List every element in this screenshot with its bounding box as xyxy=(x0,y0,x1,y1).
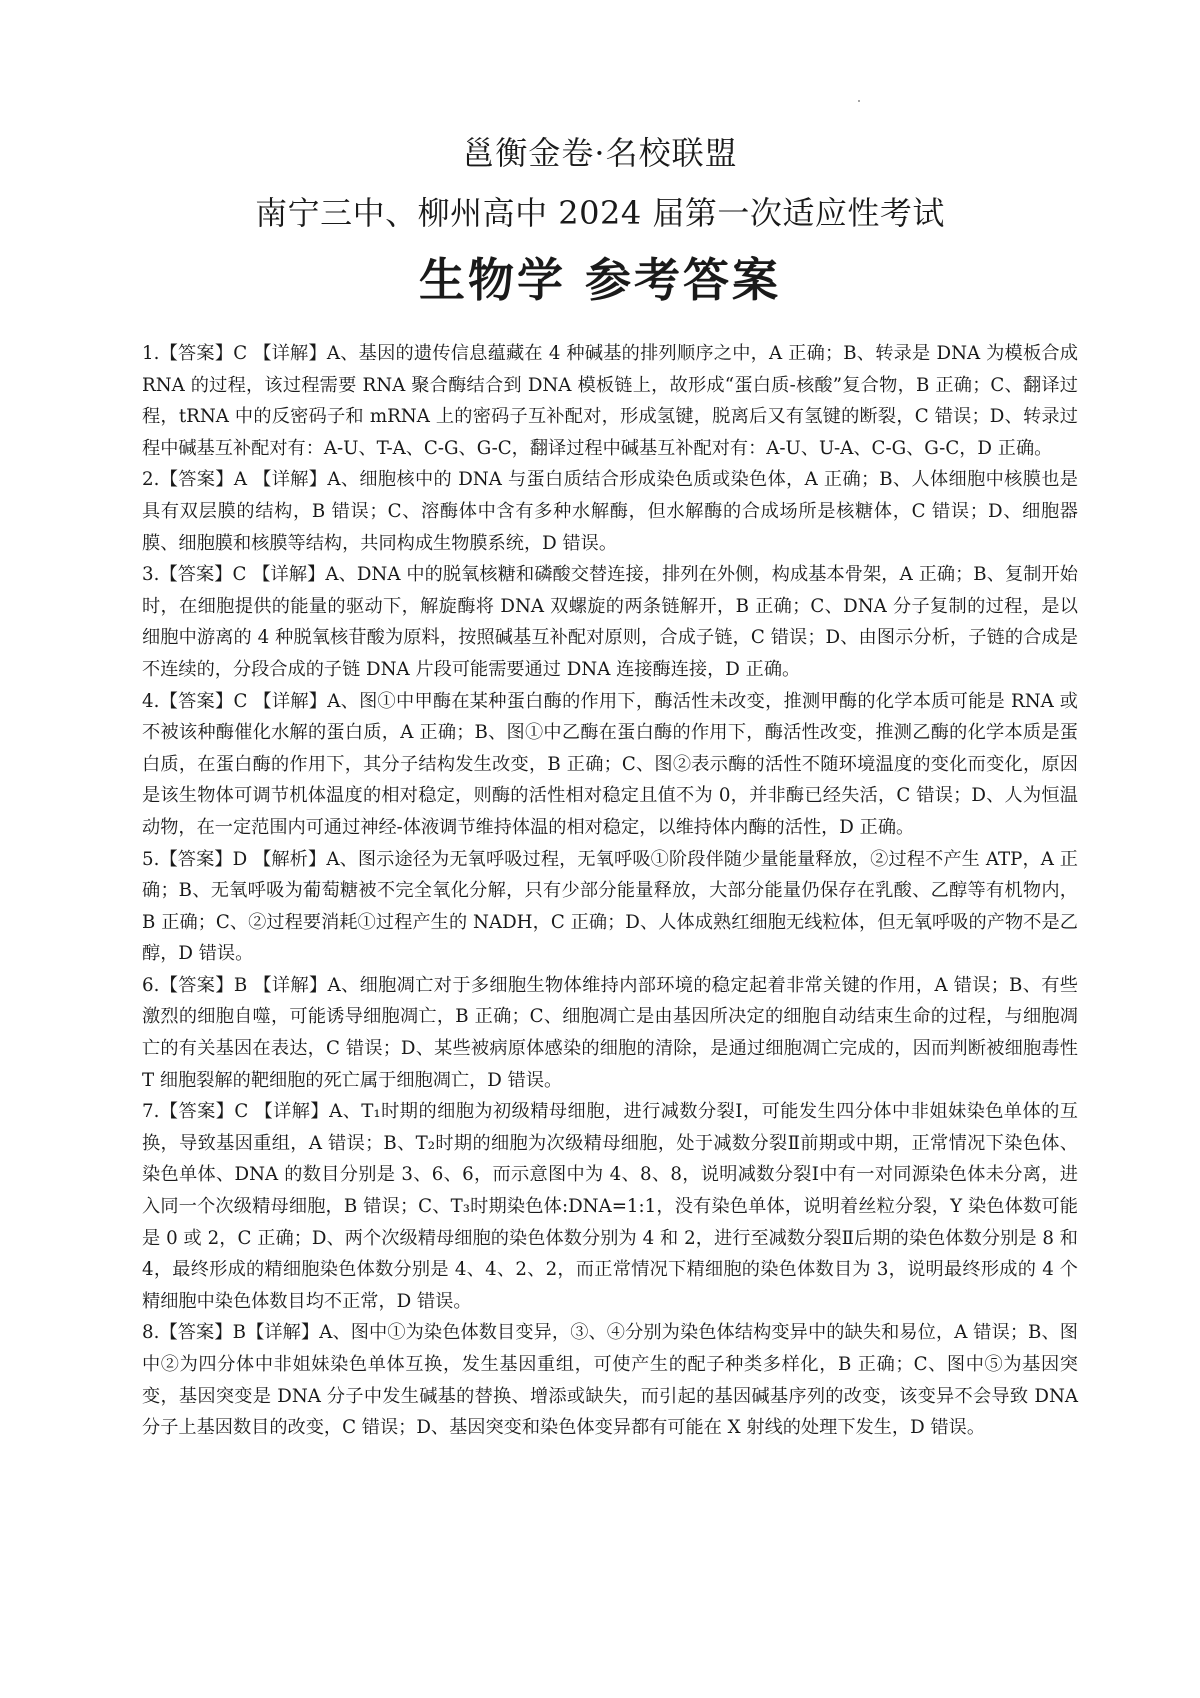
answer-item-6 xyxy=(142,970,1078,1096)
answer-item-8 xyxy=(142,1317,1078,1443)
answer-text: 【答案】D 【解析】A、图示途径为无氧呼吸过程，无氧呼吸①阶段伴随少量能量释放，②过程不产生 ATP，A 正确；B、无氧呼吸为葡萄糖被不完全氧化分解，只有少部分能量释放，大部分能量仍保存在乳酸、乙醇等有机物内，B 正确；C、②过程要消耗①过程产生的 NADH，C 正确；D、人体成熟红细胞无线粒体，但无氧呼吸的产物不是乙醇，D 错误。 xyxy=(142,848,1078,965)
answer-item-2 xyxy=(142,464,1078,559)
answer-number: 6. xyxy=(142,974,160,996)
answer-text: 【答案】C 【详解】A、T₁时期的细胞为初级精母细胞，进行减数分裂Ⅰ，可能发生四分体中非姐妹染色单体的互换，导致基因重组，A 错误；B、T₂时期的细胞为次级精母细胞，处于减数分裂Ⅱ前期或中期，正常情况下染色体、染色单体、DNA 的数目分别是 3、6、6，而示意图中为 4、8、8，说明减数分裂Ⅰ中有一对同源染色体未分离，进入同一个次级精母细胞，B 错误；C、T₃时期染色体:DNA=1:1，没有染色单体，说明着丝粒分裂，Y 染色体数可能是 0 或 2，C 正确；D、两个次级精母细胞的染色体数分别为 4 和 2，进行至减数分裂Ⅱ后期的染色体数分别是 8 和 4，最终形成的精细胞染色体数分别是 4、4、2、2，而正常情况下精细胞的染色体数目为 3，说明最终形成的 4 个精细胞中染色体数目均不正常，D 错误。 xyxy=(142,1101,1078,1312)
page-title: 生物学 参考答案 xyxy=(418,253,781,307)
answer-item-5 xyxy=(142,844,1078,970)
answer-item-7 xyxy=(142,1096,1078,1317)
answer-item-1 xyxy=(142,338,1078,464)
answer-number: 5. xyxy=(142,848,160,870)
answer-text: 【答案】B【详解】A、图中①为染色体数目变异，③、④分别为染色体结构变异中的缺失和易位，A 错误；B、图中②为四分体中非姐妹染色单体互换，发生基因重组，可使产生的配子种类多样化，B 正确；C、图中⑤为基因突变，基因突变是 DNA 分子中发生碱基的替换、增添或缺失，而引起的基因碱基序列的改变，该变异不会导致 DNA 分子上基因数目的改变，C 错误；D、基因突变和染色体变异都有可能在 X 射线的处理下发生，D 错误。 xyxy=(142,1322,1078,1439)
answer-number: 3. xyxy=(142,564,160,586)
answer-text: 【答案】B 【详解】A、细胞凋亡对于多细胞生物体维持内部环境的稳定起着非常关键的作用，A 错误；B、有些激烈的细胞自噬，可能诱导细胞凋亡，B 正确；C、细胞凋亡是由基因所决定的细胞自动结束生命的过程，与细胞凋亡的有关基因在表达，C 错误；D、某些被病原体感染的细胞的清除，是通过细胞凋亡完成的，因而判断被细胞毒性 T 细胞裂解的靶细胞的死亡属于细胞凋亡，D 错误。 xyxy=(142,974,1078,1091)
answer-number: 7. xyxy=(142,1101,160,1123)
answer-list xyxy=(142,338,1078,1444)
answer-text: 【答案】A 【详解】A、细胞核中的 DNA 与蛋白质结合形成染色质或染色体，A 正确；B、人体细胞中核膜也是具有双层膜的结构，B 错误；C、溶酶体中含有多种水解酶，但水解酶的合成场所是核糖体，C 错误；D、细胞器膜、细胞膜和核膜等结构，共同构成生物膜系统，D 错误。 xyxy=(142,469,1078,554)
answer-number: 4. xyxy=(142,690,160,712)
series-heading: 邕衡金卷·名校联盟 xyxy=(462,134,738,172)
answer-number: 2. xyxy=(142,469,160,491)
scan-speck xyxy=(858,100,860,102)
answer-number: 1. xyxy=(142,343,160,364)
answer-number: 8. xyxy=(142,1322,160,1344)
answer-item-4 xyxy=(142,686,1078,844)
answer-text: 【答案】C 【详解】A、图①中甲酶在某种蛋白酶的作用下，酶活性未改变，推测甲酶的化学本质可能是 RNA 或不被该种酶催化水解的蛋白质，A 正确；B、图①中乙酶在蛋白酶的作用下，酶活性改变，推测乙酶的化学本质是蛋白质，在蛋白酶的作用下，其分子结构发生改变，B 正确；C、图②表示酶的活性不随环境温度的变化而变化，原因是该生物体可调节机体温度的相对稳定，则酶的活性相对稳定且值不为 0，并非酶已经失活，C 错误；D、人为恒温动物，在一定范围内可通过神经-体液调节维持体温的相对稳定，以维持体内酶的活性，D 正确。 xyxy=(142,690,1078,838)
exam-heading: 南宁三中、柳州高中 2024 届第一次适应性考试 xyxy=(255,194,945,232)
answer-item-3 xyxy=(142,559,1078,685)
answer-text: 【答案】C 【详解】A、DNA 中的脱氧核糖和磷酸交替连接，排列在外侧，构成基本骨架，A 正确；B、复制开始时，在细胞提供的能量的驱动下，解旋酶将 DNA 双螺旋的两条链解开，B 正确；C、DNA 分子复制的过程，是以细胞中游离的 4 种脱氧核苷酸为原料，按照碱基互补配对原则，合成子链，C 错误；D、由图示分析，子链的合成是不连续的，分段合成的子链 DNA 片段可能需要通过 DNA 连接酶连接，D 正确。 xyxy=(142,564,1078,680)
answer-text: 【答案】C 【详解】A、基因的遗传信息蕴藏在 4 种碱基的排列顺序之中，A 正确；B、转录是 DNA 为模板合成 RNA 的过程，该过程需要 RNA 聚合酶结合到 DNA 模板链上，故形成“蛋白质-核酸”复合物，B 正确；C、翻译过程，tRNA 中的反密码子和 mRNA 上的密码子互补配对，形成氢键，脱离后又有氢键的断裂，C 错误；D、转录过程中碱基互补配对有：A-U、T-A、C-G、G-C，翻译过程中碱基互补配对有：A-U、U-A、C-G、G-C，D 正确。 xyxy=(142,343,1078,459)
